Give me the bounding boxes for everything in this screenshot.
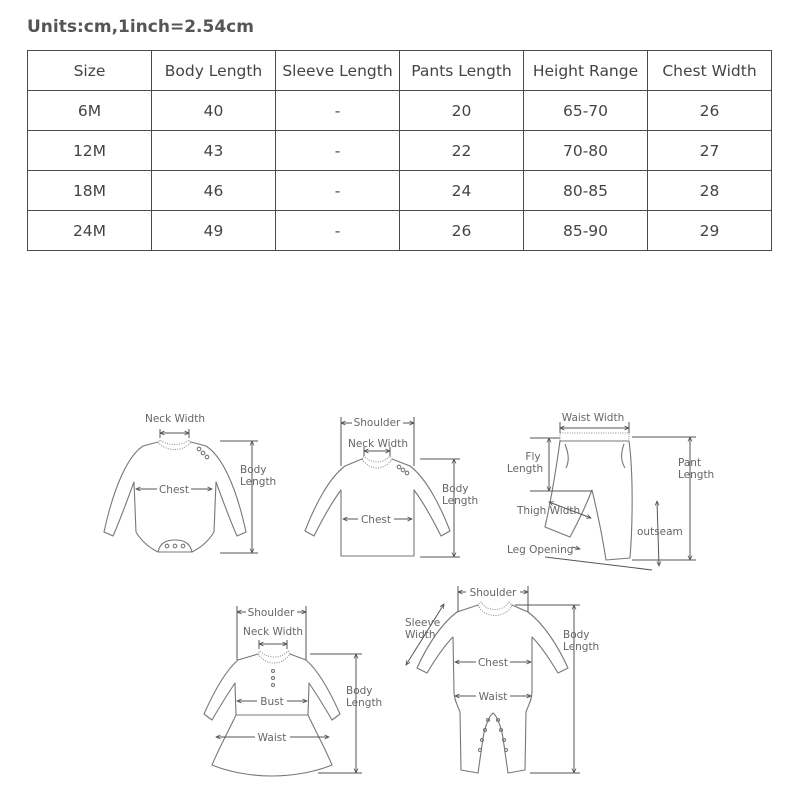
chest-label: Chest	[360, 514, 392, 526]
table-cell: 6M	[28, 91, 152, 131]
table-cell: 18M	[28, 171, 152, 211]
waist-label: Waist	[257, 732, 287, 744]
table-cell: 12M	[28, 131, 152, 171]
table-row	[28, 171, 772, 211]
body-length-label: Length	[346, 697, 383, 709]
pants-diagram	[507, 412, 714, 570]
column-header: Size	[28, 51, 152, 91]
column-header: Sleeve Length	[276, 51, 400, 91]
column-header: Chest Width	[648, 51, 772, 91]
body-length-label: Body	[346, 685, 373, 697]
pant-length-label: Pant	[678, 457, 702, 469]
pant-length-label: Length	[678, 469, 715, 481]
table-cell: 26	[400, 211, 524, 251]
tick-line	[545, 557, 652, 570]
neck-width-label: Neck Width	[347, 438, 409, 450]
waist-label: Waist	[478, 691, 508, 703]
size-chart-table	[27, 50, 772, 251]
pants-waistband	[560, 433, 629, 441]
table-cell: 65-70	[524, 91, 648, 131]
bodysuit-outline	[104, 442, 246, 552]
romper-outline	[417, 605, 568, 773]
body-length-label: Body	[563, 629, 590, 641]
table-cell: 27	[648, 131, 772, 171]
table-row	[28, 131, 772, 171]
table-cell: 22	[400, 131, 524, 171]
romper-diagram	[405, 586, 599, 773]
table-row	[28, 91, 772, 131]
table-cell: -	[276, 211, 400, 251]
dress-diagram	[204, 606, 382, 776]
waist-width-label: Waist Width	[561, 412, 625, 424]
sleeve-width-label: Width	[405, 629, 436, 641]
table-cell: 80-85	[524, 171, 648, 211]
body-length-label: Length	[563, 641, 600, 653]
top-outline	[305, 459, 450, 556]
shoulder-label: Shoulder	[353, 417, 401, 429]
table-cell: 49	[152, 211, 276, 251]
column-header: Height Range	[524, 51, 648, 91]
table-cell: 24	[400, 171, 524, 211]
units-note: Units:cm,1inch=2.54cm	[27, 17, 254, 37]
top-diagram	[305, 417, 478, 557]
table-cell: 20	[400, 91, 524, 131]
table-cell: 40	[152, 91, 276, 131]
table-cell: -	[276, 131, 400, 171]
column-header: Pants Length	[400, 51, 524, 91]
neck-width-label: Neck Width	[144, 413, 206, 425]
table-cell: 26	[648, 91, 772, 131]
table-cell: 85-90	[524, 211, 648, 251]
column-header: Body Length	[152, 51, 276, 91]
body-length-label: Length	[442, 495, 479, 507]
outseam-label: outseam	[637, 526, 683, 538]
fly-length-label: Length	[506, 463, 544, 475]
table-cell: 29	[648, 211, 772, 251]
leg-opening-label: Leg Opening	[507, 544, 574, 556]
table-cell: 43	[152, 131, 276, 171]
table-cell: 46	[152, 171, 276, 211]
table-cell: 24M	[28, 211, 152, 251]
bust-label: Bust	[260, 696, 284, 708]
pants-outline	[545, 441, 632, 560]
sleeve-width-label: Sleeve	[405, 617, 441, 629]
table-header-row	[28, 51, 772, 91]
table-row	[28, 211, 772, 251]
table-cell: 70-80	[524, 131, 648, 171]
shoulder-label: Shoulder	[247, 607, 295, 619]
shoulder-label: Shoulder	[469, 587, 517, 599]
table-cell: -	[276, 171, 400, 211]
measurement-diagrams	[0, 390, 800, 795]
neck-width-label: Neck Width	[242, 626, 304, 638]
bodysuit-diagram	[104, 413, 276, 553]
table-cell: -	[276, 91, 400, 131]
body-length-label: Body	[240, 464, 267, 476]
body-length-label: Body	[442, 483, 469, 495]
body-length-label: Length	[240, 476, 277, 488]
fly-length-label: Fly	[525, 451, 541, 463]
table-cell: 28	[648, 171, 772, 211]
chest-label: Chest	[477, 657, 509, 669]
thigh-width-label: Thigh Width	[517, 505, 581, 517]
chest-label: Chest	[158, 484, 190, 496]
